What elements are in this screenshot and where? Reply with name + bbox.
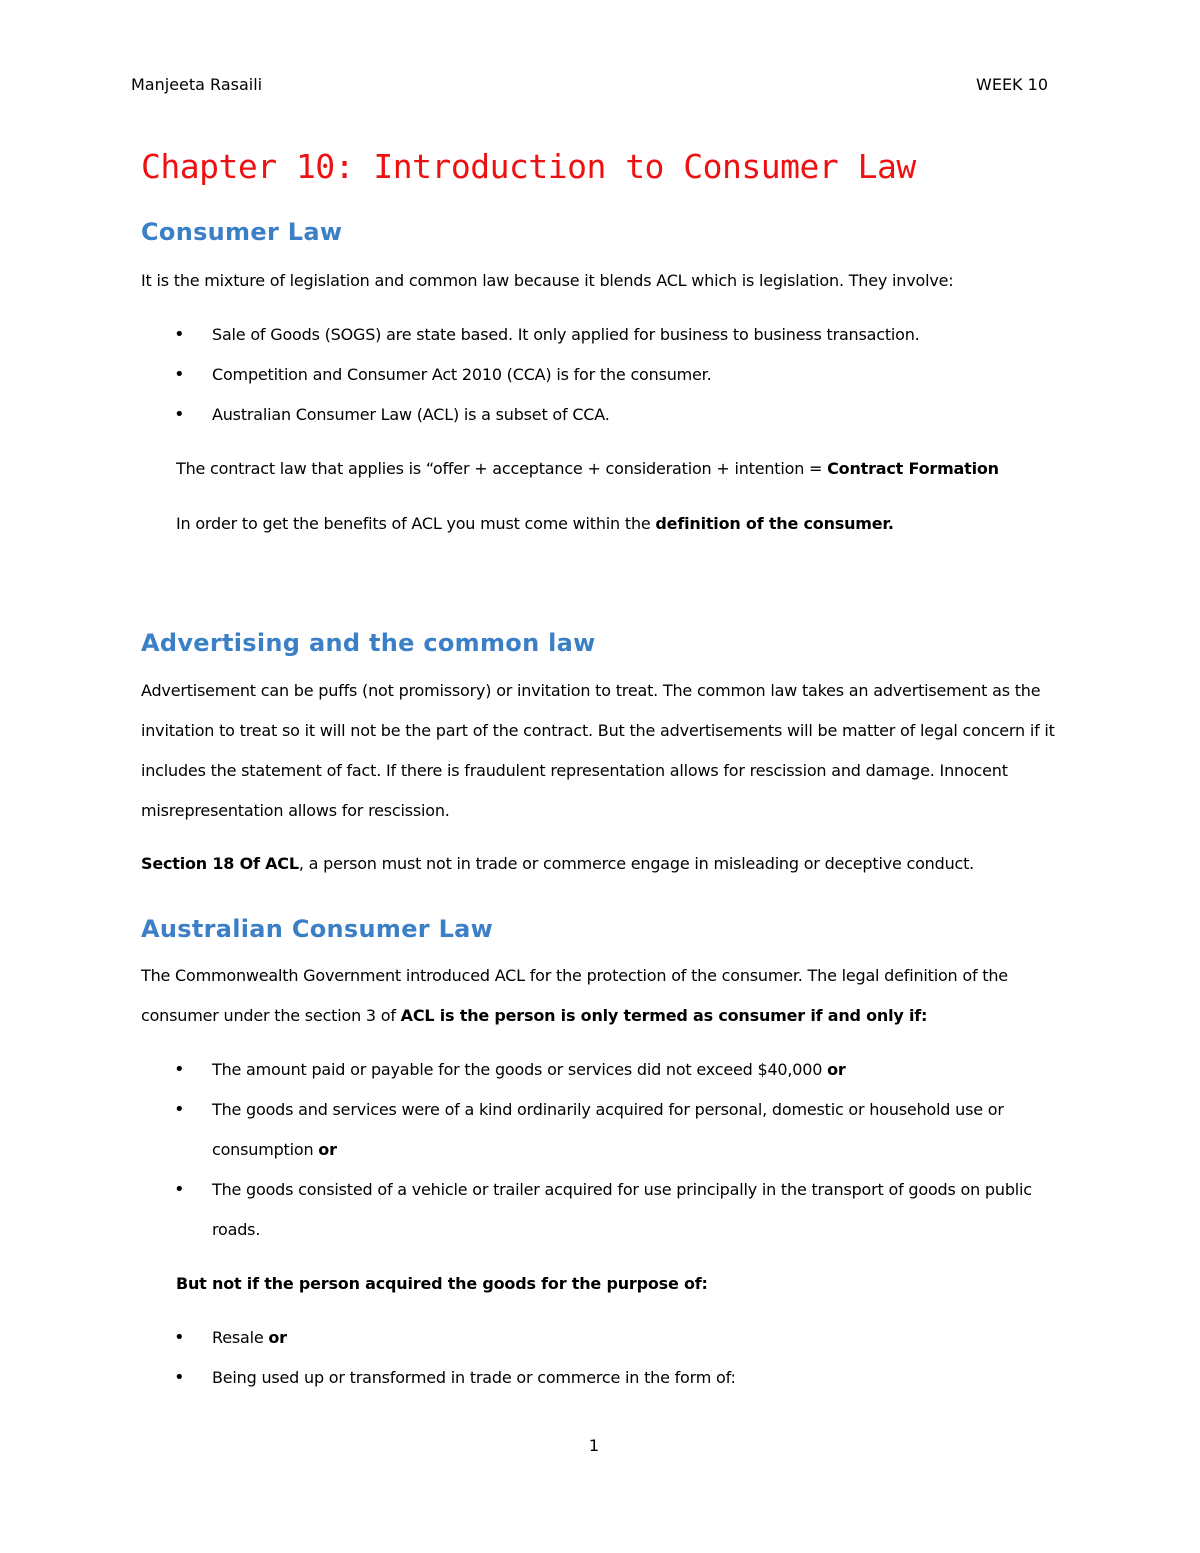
header-week: WEEK 10	[976, 75, 1048, 94]
section-18-text: , a person must not in trade or commerce engage in misleading or deceptive conduct.	[298, 854, 975, 873]
contract-formation-bold: Contract Formation	[827, 459, 999, 478]
section-18-paragraph	[141, 844, 1061, 884]
list-item: • Resale or	[141, 1318, 1061, 1358]
list-item: • Sale of Goods (SOGS) are state based. It only applied for business to business transaction.	[141, 315, 1061, 355]
consumer-conditions-list	[141, 1050, 1061, 1250]
list-item: • Competition and Consumer Act 2010 (CCA) is for the consumer.	[141, 355, 1061, 395]
acl-benefit-paragraph	[176, 504, 1066, 544]
consumer-law-list	[141, 315, 1061, 435]
section-18-bold: Section 18 Of ACL	[141, 854, 299, 873]
page-number: 1	[588, 1436, 600, 1455]
exceptions-list	[141, 1318, 1061, 1398]
heading-advertising: Advertising and the common law	[141, 629, 596, 657]
advertising-paragraph: Advertisement can be puffs (not promissory) or invitation to treat. The common law takes an advertisement as the invitation to treat so it will not be the part of the contract. But the advertisements will be matter of legal concern if it includes the statement of fact. If there is fraudulent representation allows for rescission and damage. Innocent misrepresentation allows for rescission.	[141, 681, 1055, 820]
contract-law-text: The contract law that applies is “offer + acceptance + consideration + intention =	[176, 459, 828, 478]
acl-definition-paragraph	[141, 956, 1061, 1036]
contract-law-paragraph	[176, 449, 1066, 489]
list-item: • The goods consisted of a vehicle or trailer acquired for use principally in the transport of goods on public roads.	[141, 1170, 1061, 1250]
consumer-definition-bold: definition of the consumer.	[655, 514, 894, 533]
acl-definition-bold: ACL is the person is only termed as consumer if and only if:	[400, 1006, 928, 1025]
heading-australian-consumer-law: Australian Consumer Law	[141, 915, 494, 943]
acl-benefit-text: In order to get the benefits of ACL you must come within the	[176, 514, 656, 533]
list-item: • Australian Consumer Law (ACL) is a subset of CCA.	[141, 395, 1061, 435]
consumer-law-intro: It is the mixture of legislation and common law because it blends ACL which is legislation. They involve:	[141, 271, 954, 290]
list-item: • Being used up or transformed in trade or commerce in the form of:	[141, 1358, 1061, 1398]
chapter-title: Chapter 10: Introduction to Consumer Law	[141, 147, 916, 186]
heading-consumer-law: Consumer Law	[141, 218, 343, 246]
list-item: • The amount paid or payable for the goods or services did not exceed $40,000 or	[141, 1050, 1061, 1090]
acl-definition-text: The Commonwealth Government introduced ACL for the protection of the consumer. The legal definition of the consumer under the section 3 of	[141, 966, 1008, 1025]
header-author: Manjeeta Rasaili	[131, 75, 263, 94]
list-item: • The goods and services were of a kind ordinarily acquired for personal, domestic or household use or consumption or	[141, 1090, 1061, 1170]
exception-heading: But not if the person acquired the goods for the purpose of:	[176, 1274, 708, 1293]
